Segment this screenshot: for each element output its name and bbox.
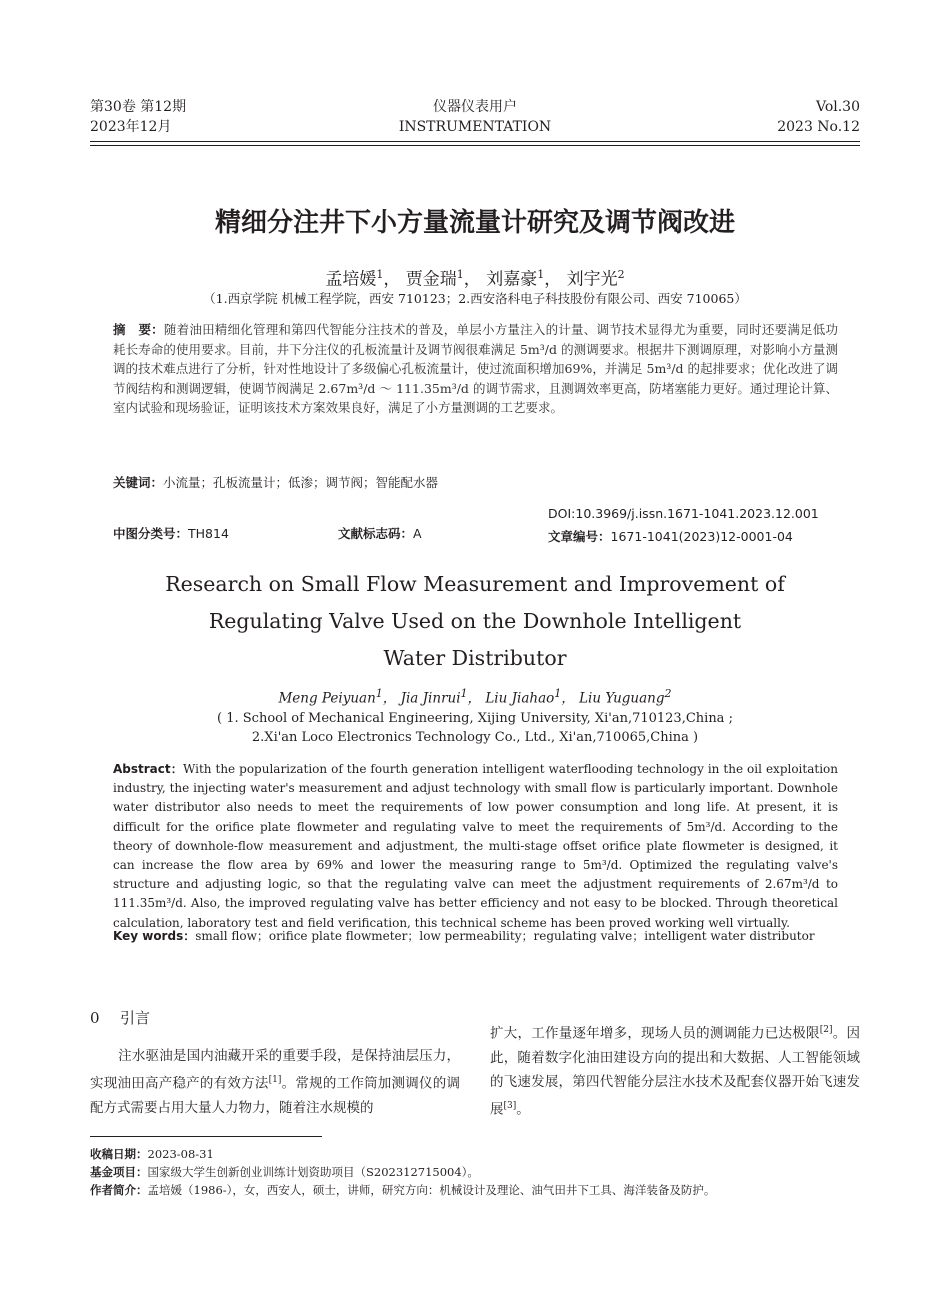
- volume-en: Vol.30: [816, 99, 860, 115]
- body-text: 。: [516, 1101, 530, 1117]
- author-name: 刘嘉豪: [486, 269, 538, 290]
- year-issue-en: 2023 No.12: [777, 119, 860, 135]
- section-title: 引言: [120, 1009, 151, 1027]
- abstract-cn: [113, 320, 838, 418]
- volume-issue: 第30卷 第12期: [90, 99, 187, 115]
- footnote-rule: [90, 1136, 322, 1137]
- keywords-en-text: small flow；orifice plate flowmeter；low permeability；regulating valve；intelligent water distributor: [195, 929, 815, 943]
- body-text: 扩大，工作量逐年增多，现场人员的测调能力已达极限: [490, 1025, 820, 1042]
- authors-en: [90, 684, 860, 709]
- header-rule: [90, 141, 860, 142]
- author-affil-mark: 1: [537, 268, 545, 281]
- journal-volume-info-en: [777, 97, 860, 137]
- author-name: 孟培媛: [325, 269, 377, 290]
- body-text: 。常规的工作筒加测调仪的调配方式需要占用大量人力物力，随着注水规模的: [90, 1075, 460, 1116]
- footnote-fund: [90, 1163, 479, 1181]
- keywords-cn: [113, 474, 438, 492]
- citation-ref[interactable]: [3]: [503, 1100, 517, 1111]
- article-no-value: 1671-1041(2023)12-0001-04: [610, 529, 793, 544]
- author-affil-mark: 1: [460, 687, 468, 700]
- journal-name: [350, 97, 600, 137]
- citation-ref[interactable]: [1]: [268, 1075, 282, 1085]
- received-value: 2023-08-31: [147, 1147, 214, 1161]
- affiliation-en-line: ( 1. School of Mechanical Engineering, Xijing University, Xi'an,710123,China ;: [217, 711, 733, 726]
- author-affil-mark: 1: [375, 687, 383, 700]
- author-separator: ，: [382, 690, 397, 707]
- body-column-left: [90, 1044, 460, 1120]
- abstract-cn-text: 随着油田精细化管理和第四代智能分注技术的普及，单层小方量注入的计量、调节技术显得尤为重要，同时还要满足低功耗长寿命的使用要求。目前，井下分注仪的孔板流量计及调节阀很难满足 5m³/d 的测调要求。根据井下测调原理，对影响小方量测调的技术难点进行了分析，针对性地设计了多级偏心孔板流量计，使过流面积增加69%，并满足 5m³/d 的起排要求；优化改进了调节阀结构和测调逻辑，使调节阀满足 2.67m³/d ～ 111.35m³/d 的调节需求，且测调效率更高，防堵塞能力更好。通过理论计算、室内试验和现场验证，证明该技术方案效果良好，满足了小方量测调的工艺要求。: [113, 322, 838, 416]
- paper-title-cn: 精细分注井下小方量流量计研究及调节阀改进: [214, 208, 735, 238]
- affiliation-en-line: 2.Xi'an Loco Electronics Technology Co., Ltd., Xi'an,710065,China ): [251, 730, 699, 745]
- author-bio-label: 作者简介：: [90, 1183, 148, 1197]
- received-label: 收稿日期：: [90, 1147, 148, 1161]
- article-no-label: 文章编号：: [548, 529, 611, 544]
- author-separator: ，: [467, 690, 482, 707]
- author-separator: ，: [561, 690, 575, 707]
- keywords-cn-label: 关键词：: [113, 475, 164, 490]
- author-name: Jia Jinrui: [400, 690, 461, 707]
- title-en-line: Water Distributor: [383, 646, 567, 670]
- author-name: Liu Jiahao: [485, 690, 555, 707]
- author-affil-mark: 1: [376, 268, 384, 281]
- doc-code-value: A: [413, 526, 422, 541]
- author-name: Liu Yuguang: [579, 690, 665, 707]
- journal-name-cn: 仪器仪表用户: [433, 99, 517, 115]
- fund-value: 国家级大学生创新创业训练计划资助项目（S202312715004）。: [147, 1165, 479, 1179]
- journal-volume-info: [90, 97, 186, 137]
- authors-cn: [90, 262, 860, 293]
- header-rule-thin: [90, 145, 860, 146]
- section-number: 0: [90, 1009, 100, 1027]
- title-en-line: Regulating Valve Used on the Downhole Intelligent: [208, 609, 742, 633]
- author-name: Meng Peiyuan: [278, 690, 376, 707]
- affiliation-en: [90, 709, 860, 747]
- body-text: 。因此，随着数字化油田建设方向的提出和大数据、人工智能领域的飞速发展，第四代智能分层注水技术及配套仪器开始飞速发展: [490, 1025, 861, 1117]
- title-en-line: Research on Small Flow Measurement and Improvement of: [165, 572, 785, 596]
- publication-date: 2023年12月: [90, 119, 172, 135]
- author-separator: ，: [544, 269, 562, 290]
- keywords-en-label: Key words：: [113, 929, 196, 943]
- author-affil-mark: 1: [456, 268, 464, 281]
- clc-number: [113, 525, 229, 543]
- author-separator: ，: [463, 269, 481, 290]
- fund-label: 基金项目：: [90, 1165, 148, 1179]
- article-number: [548, 528, 793, 546]
- author-bio-value: 孟培媛（1986-），女，西安人，硕士，讲师，研究方向：机械设计及理论、油气田井下工具、海洋装备及防护。: [147, 1183, 716, 1197]
- section-heading: [90, 1008, 150, 1028]
- abstract-cn-label: 摘 要：: [113, 322, 164, 337]
- footnote-received: [90, 1145, 214, 1163]
- author-name: 刘宇光: [566, 269, 618, 290]
- body-column-right: [490, 1018, 860, 1121]
- clc-value: TH814: [188, 526, 229, 541]
- journal-name-en: INSTRUMENTATION: [398, 119, 552, 135]
- author-affil-mark: 2: [617, 268, 625, 281]
- footnote-author: [90, 1181, 715, 1199]
- author-separator: ，: [383, 269, 401, 290]
- citation-ref[interactable]: [2]: [819, 1025, 833, 1035]
- doi: DOI:10.3969/j.issn.1671-1041.2023.12.001: [548, 506, 819, 521]
- author-affil-mark: 2: [664, 687, 672, 700]
- author-name: 贾金瑞: [405, 269, 457, 290]
- keywords-cn-text: 小流量；孔板流量计；低渗；调节阀；智能配水器: [163, 475, 439, 490]
- keywords-en: [113, 927, 815, 945]
- body-text: 注水驱油是国内油藏开采的重要手段，是保持油层压力，实现油田高产稳产的有效方法: [90, 1048, 460, 1092]
- document-code: [338, 525, 422, 543]
- doc-code-label: 文献标志码：: [338, 526, 414, 541]
- clc-label: 中图分类号：: [113, 526, 189, 541]
- abstract-en-label: Abstract：: [113, 762, 183, 776]
- abstract-en-text: With the popularization of the fourth generation intelligent waterflooding technology in the oil exploitation industry, the injecting water's measurement and adjust technology with small flow is particularly important. Downhole water distributor also needs to meet the requirements of low power consumption and long life. At present, it is difficult for the orifice plate flowmeter and regulating valve to meet the requirements of 5m³/d. According to the theory of downhole-flow measurement and adjustment, the multi-stage offset orifice plate flowmeter is designed, it can increase the flow area by 69% and lower the measuring range to 5m³/d. Optimized the regulating valve's structure and adjusting logic, so that the regulating valve can meet the adjustment requirements of 2.67m³/d to 111.35m³/d. Also, the improved regulating valve has better efficiency and not easy to be blocked. Through theoretical calculation, laboratory test and field verification, this technical scheme has been proved working well virtually.: [113, 762, 838, 930]
- abstract-en: [113, 760, 838, 933]
- affiliation-cn: （1.西京学院 机械工程学院，西安 710123；2.西安洛科电子科技股份有限公司、西安 710065）: [203, 291, 747, 306]
- author-affil-mark: 1: [554, 687, 562, 700]
- paper-title-en: [90, 566, 860, 677]
